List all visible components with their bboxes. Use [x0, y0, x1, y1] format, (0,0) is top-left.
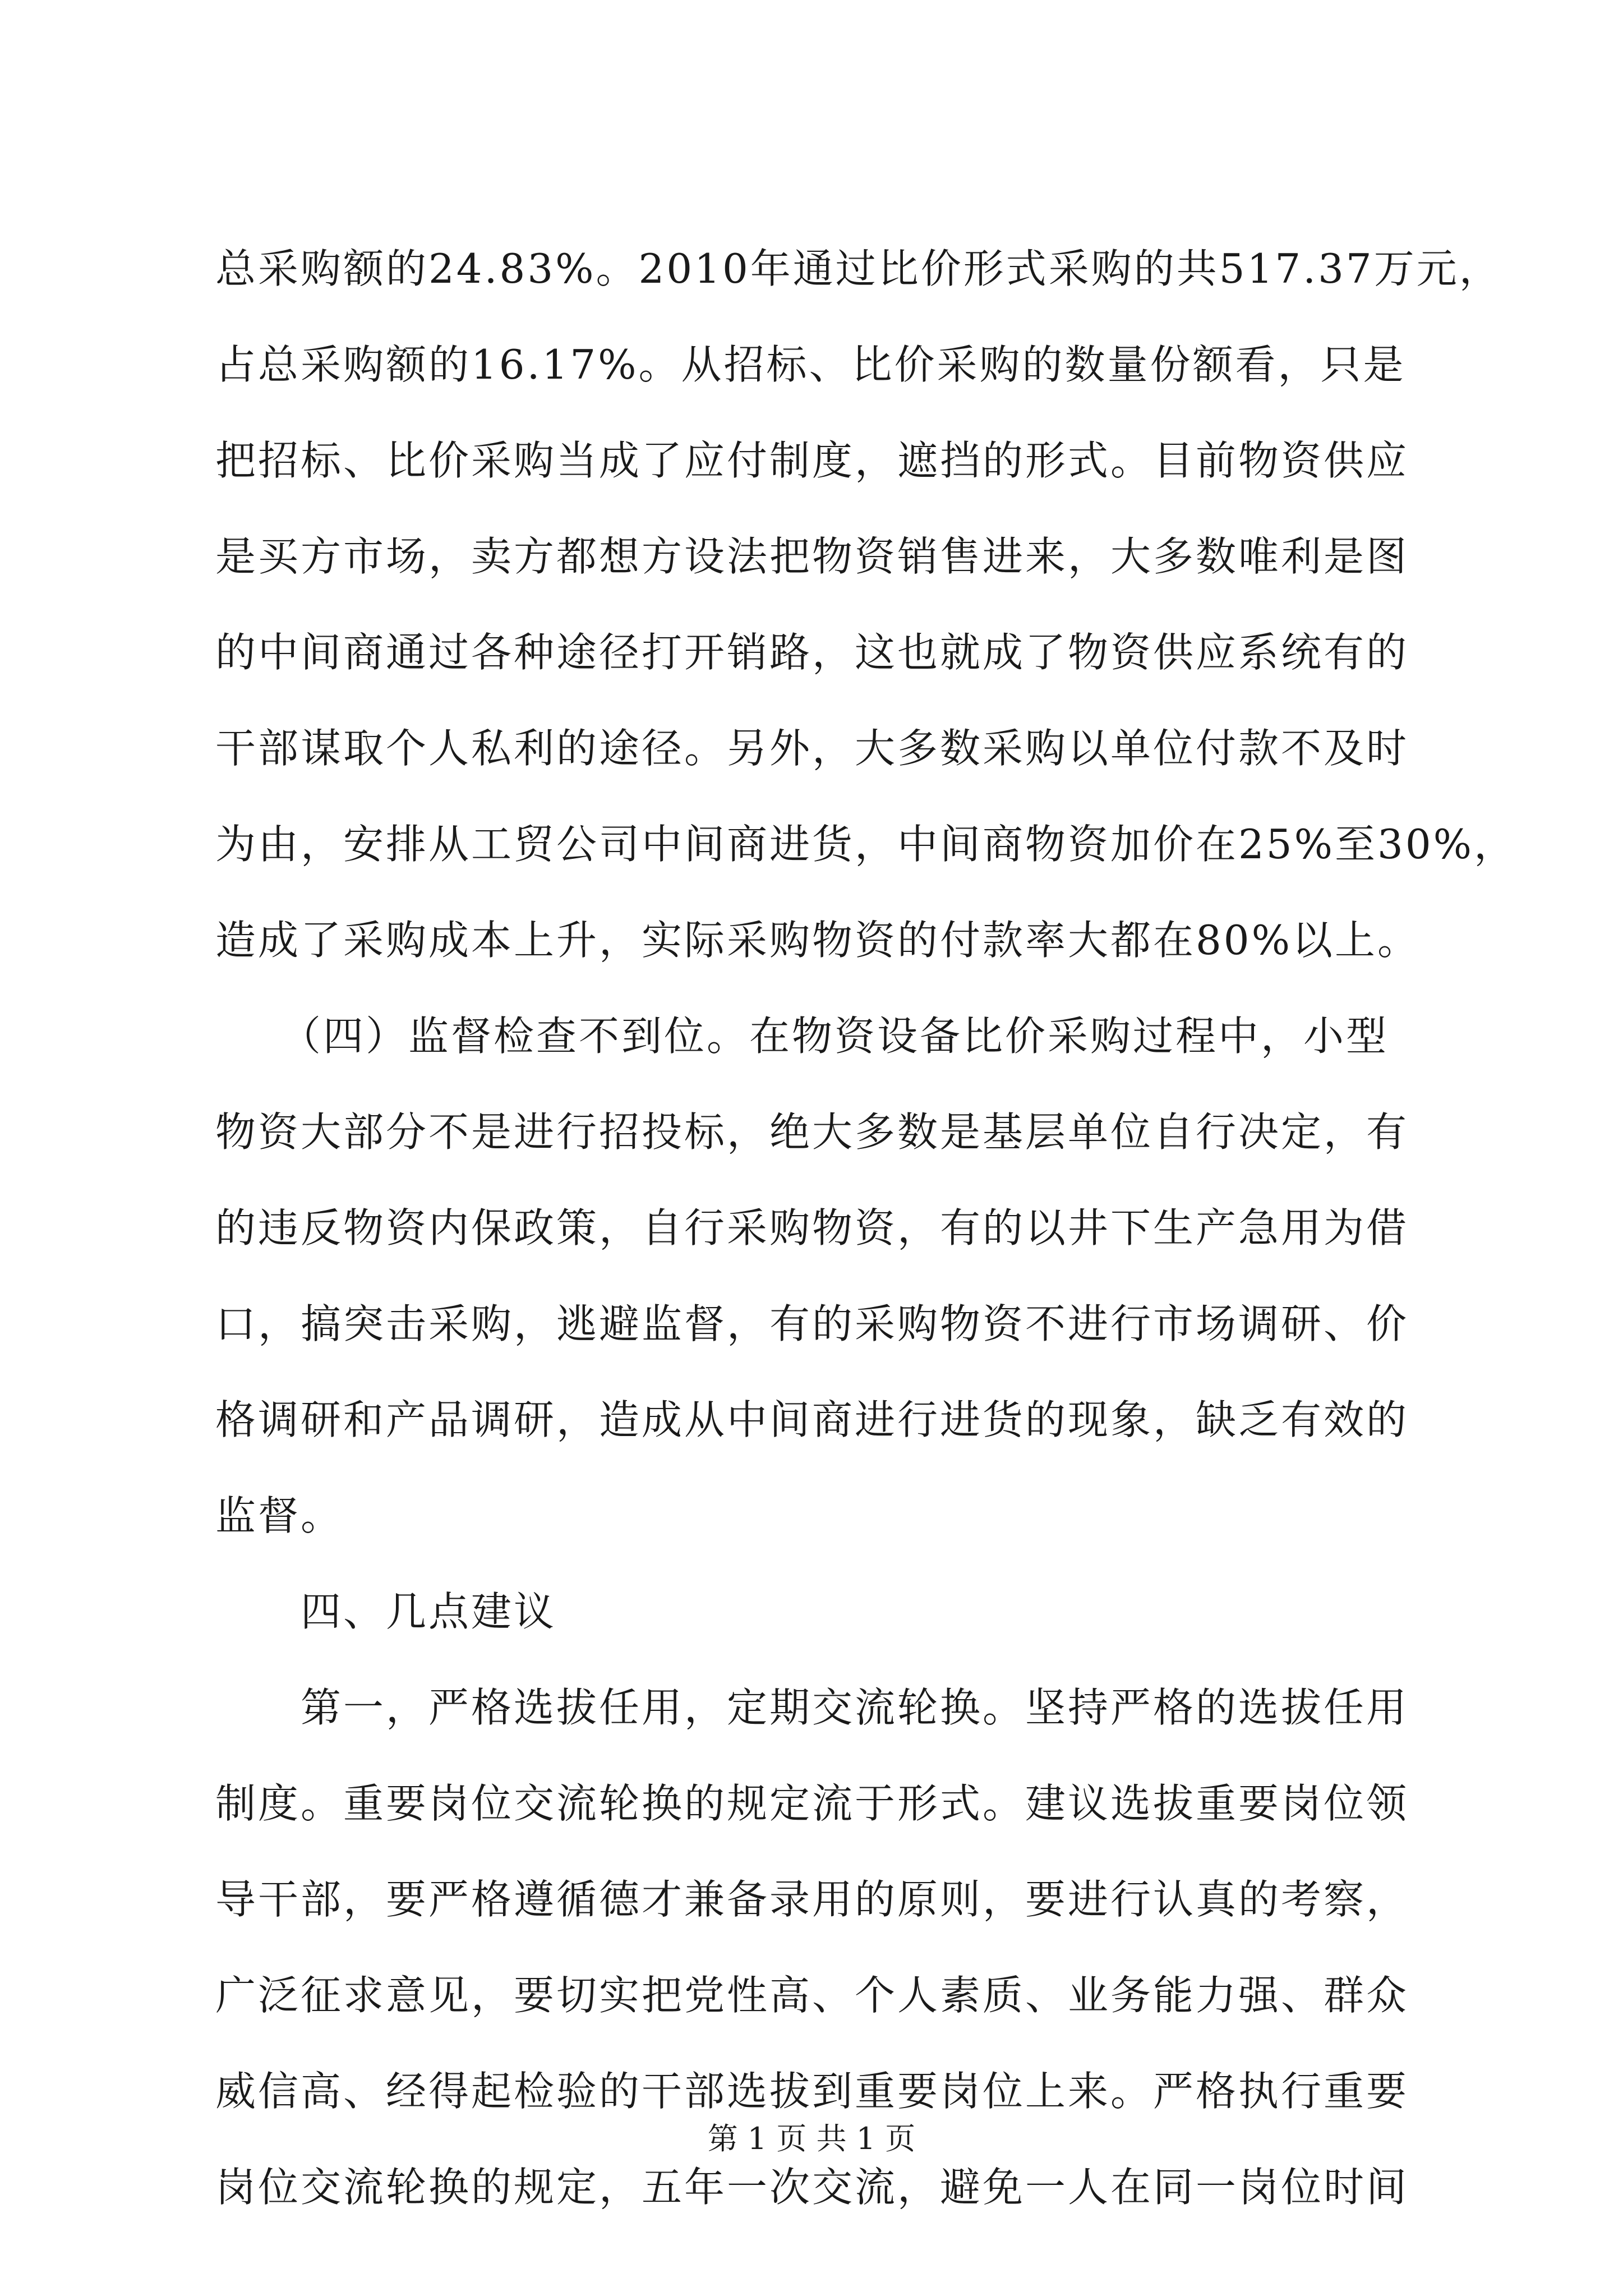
text-line: 占总采购额的16.17%。从招标、比价采购的数量份额看，只是	[215, 341, 1406, 388]
text-line: 的违反物资内保政策，自行采购物资，有的以井下生产急用为借	[215, 1204, 1409, 1251]
text-line: 岗位交流轮换的规定，五年一次交流，避免一人在同一岗位时间	[215, 2164, 1409, 2211]
text-line: 格调研和产品调研，造成从中间商进行进货的现象，缺乏有效的	[215, 1396, 1409, 1443]
section-heading: 四、几点建议	[215, 1588, 557, 1635]
text-line: 物资大部分不是进行招投标，绝大多数是基层单位自行决定，有	[215, 1108, 1409, 1156]
page-number-label: 第 1 页 共 1 页	[707, 2121, 916, 2156]
text-line: 制度。重要岗位交流轮换的规定流于形式。建议选拔重要岗位领	[215, 1780, 1409, 1827]
text-line: 为由，安排从工贸公司中间商进货，中间商物资加价在25%至30%，	[215, 821, 1517, 868]
page-footer	[0, 2115, 1623, 2158]
text-line: 是买方市场，卖方都想方设法把物资销售进来，大多数唯利是图	[215, 533, 1409, 580]
body-text	[215, 221, 1517, 2235]
text-line: 监督。	[215, 1492, 344, 1539]
text-line: 广泛征求意见，要切实把党性高、个人素质、业务能力强、群众	[215, 1972, 1409, 2019]
text-line: 口，搞突击采购，逃避监督，有的采购物资不进行市场调研、价	[215, 1300, 1409, 1347]
text-line: 把招标、比价采购当成了应付制度，遮挡的形式。目前物资供应	[215, 437, 1409, 484]
text-line: 导干部，要严格遵循德才兼备录用的原则，要进行认真的考察，	[215, 1876, 1409, 1923]
text-line: 总采购额的24.83%。2010年通过比价形式采购的共517.37万元，	[215, 245, 1502, 292]
text-line: （四）监督检查不到位。在物资设备比价采购过程中，小型	[215, 1013, 1389, 1060]
text-line: 第一，严格选拔任用，定期交流轮换。坚持严格的选拔任用	[215, 1684, 1409, 1731]
text-line: 的中间商通过各种途径打开销路，这也就成了物资供应系统有的	[215, 629, 1409, 676]
text-line: 威信高、经得起检验的干部选拔到重要岗位上来。严格执行重要	[215, 2068, 1409, 2115]
text-line: 造成了采购成本上升，实际采购物资的付款率大都在80%以上。	[215, 917, 1421, 964]
text-line: 干部谋取个人私利的途径。另外，大多数采购以单位付款不及时	[215, 725, 1409, 772]
